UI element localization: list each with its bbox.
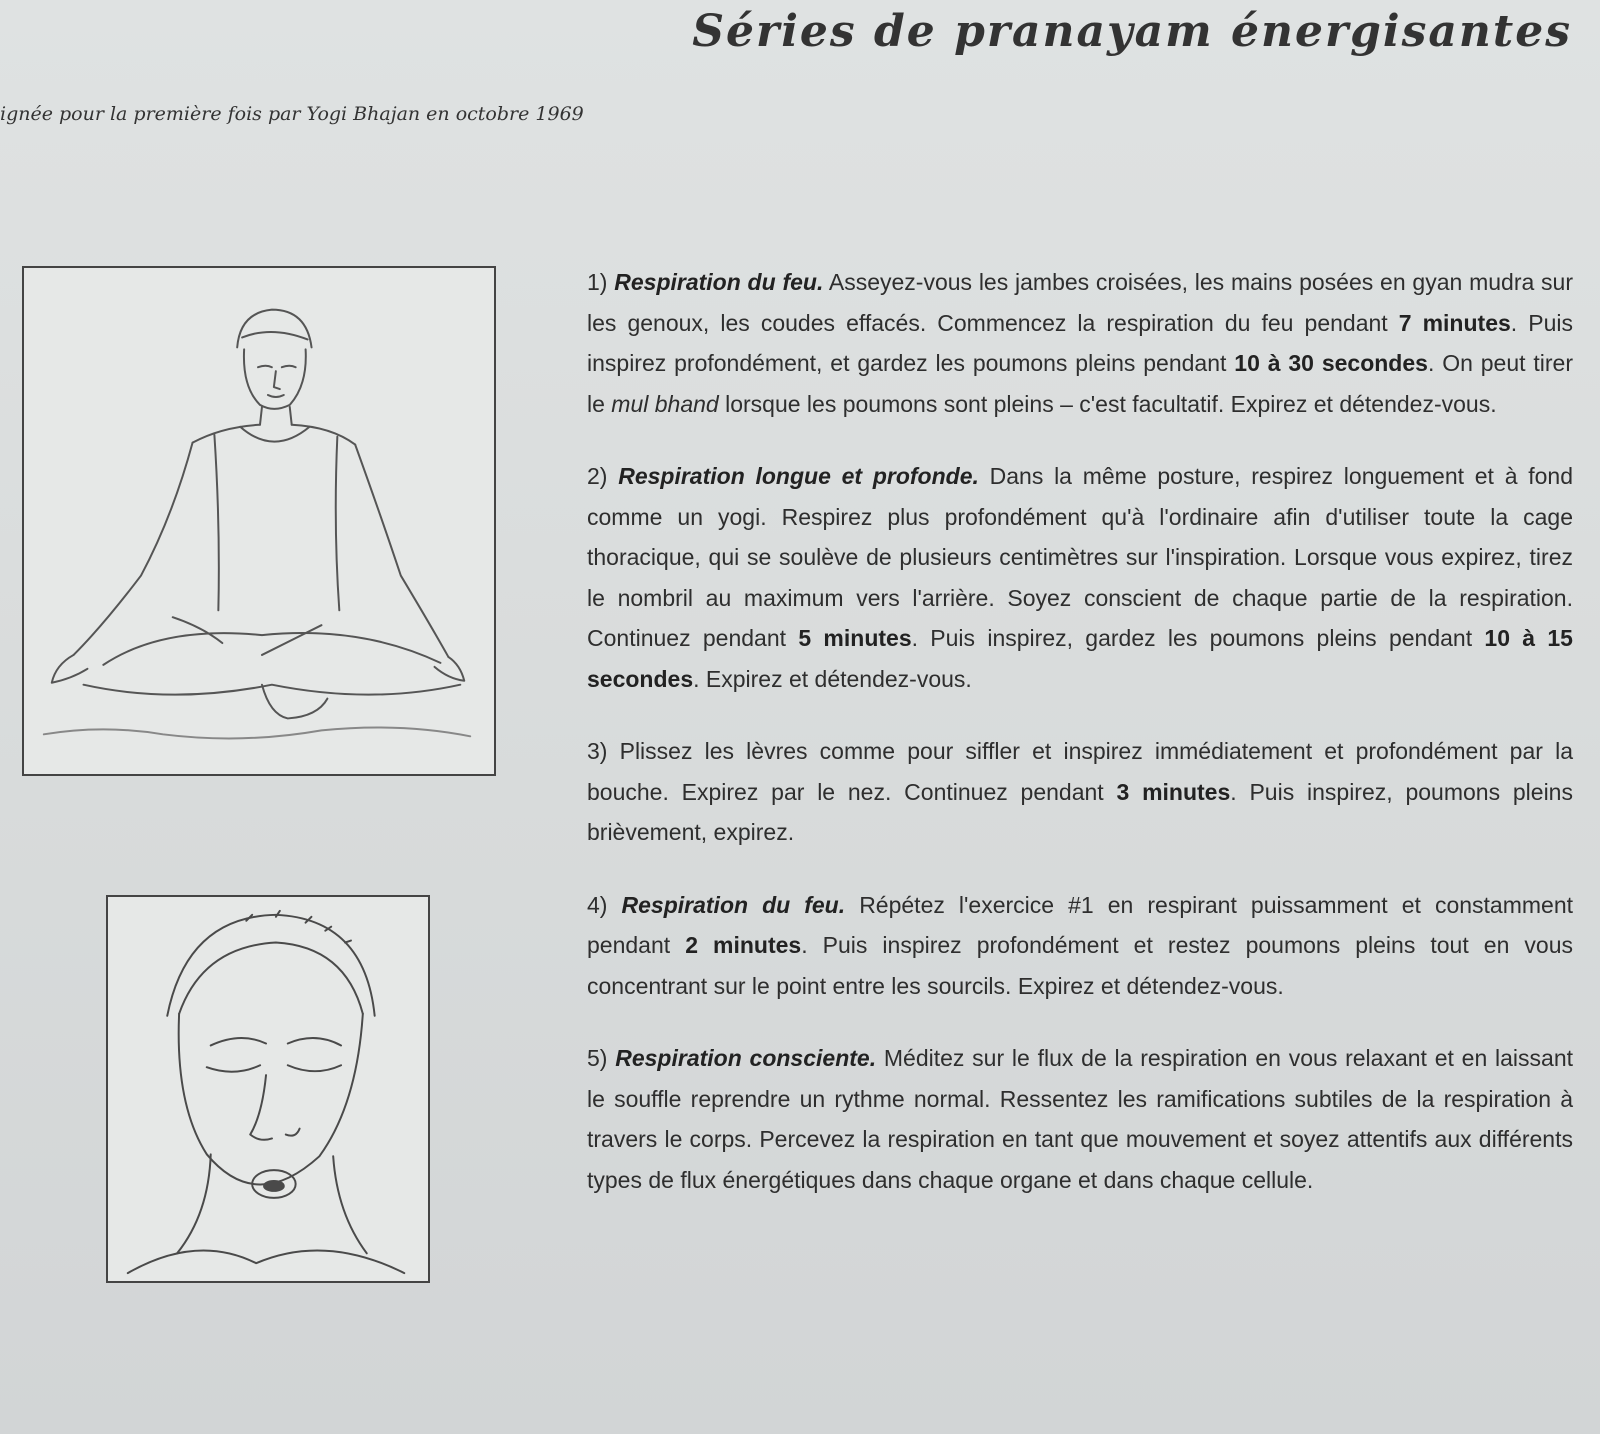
pursed-lips-face-illustration [106, 895, 430, 1283]
step-1 [587, 262, 1573, 424]
step-2 [587, 456, 1573, 699]
step-4 [587, 885, 1573, 1007]
step-text: Plissez les lèvres comme pour siffler et inspirez immédiatement et profondément par la bouche. Expirez par le nez. Continuez pendant [587, 738, 1573, 805]
step-text: . Puis inspirez, poumons pleins brièvement, expirez. [587, 778, 1573, 845]
duration: 10 à 15 secondes [587, 625, 1573, 692]
step-text: Dans la même posture, respirez longuement et à fond comme un yogi. Respirez plus profondément qu'à l'ordinaire afin d'utiliser toute la cage thoracique, qui se soulève de plusieurs centimètres sur l'inspiration. Lorsque vous expirez, tirez le nombril au maximum vers l'arrière. Soyez conscient de chaque partie de la respiration. Continuez pendant [587, 463, 1574, 651]
step-number: 3) [587, 738, 608, 764]
step-text: lorsque les poumons sont pleins – c'est facultatif. Expirez et détendez-vous. [718, 390, 1497, 417]
step-text: Méditez sur le flux de la respiration en vous relaxant et en laissant le souffle reprendre un rythme normal. Ressentez les ramifications subtiles de la respiration à travers le corps. Percevez la respiration en tant que mouvement et soyez attentifs aux différents types de flux énergétiques dans chaque organe et dans chaque cellule. [587, 1045, 1574, 1193]
step-number: 1) [587, 269, 608, 295]
duration: 2 minutes [685, 932, 802, 958]
step-number: 4) [587, 891, 608, 918]
meditation-pose-illustration [22, 266, 496, 776]
exercise-steps [587, 262, 1573, 1200]
page-title: Séries de pranayam énergisantes [692, 6, 1572, 57]
duration: 7 minutes [1398, 309, 1511, 336]
step-title: Respiration du feu. [621, 891, 846, 918]
page-subtitle: ignée pour la première fois par Yogi Bhajan en octobre 1969 [0, 103, 584, 125]
step-5 [587, 1038, 1573, 1200]
step-text: . Puis inspirez profondément et restez poumons pleins tout en vous concentrant sur le point entre les sourcils. Expirez et détendez-vous. [587, 932, 1573, 999]
step-text: . Expirez et détendez-vous. [693, 665, 972, 692]
step-3 [587, 731, 1573, 853]
face-drawing [108, 897, 428, 1281]
step-number: 2) [587, 463, 608, 489]
step-text: . On peut tirer le [587, 350, 1573, 417]
duration: 10 à 30 secondes [1234, 350, 1428, 376]
term: mul bhand [611, 390, 719, 417]
duration: 5 minutes [798, 625, 912, 651]
step-text: . Puis inspirez profondément, et gardez les poumons pleins pendant [587, 309, 1573, 376]
step-text: . Puis inspirez, gardez les poumons pleins pendant [911, 625, 1485, 651]
step-text: Asseyez-vous les jambes croisées, les mains posées en gyan mudra sur les genoux, les coudes effacés. Commencez la respiration du feu pendant [587, 269, 1574, 336]
step-title: Respiration du feu. [614, 269, 824, 295]
step-text: Répétez l'exercice #1 en respirant puissamment et constamment pendant [587, 891, 1574, 958]
duration: 3 minutes [1116, 778, 1231, 805]
step-title: Respiration longue et profonde. [618, 463, 979, 489]
step-title: Respiration consciente. [615, 1045, 877, 1071]
step-number: 5) [587, 1045, 608, 1071]
meditation-figure-drawing [24, 268, 494, 774]
